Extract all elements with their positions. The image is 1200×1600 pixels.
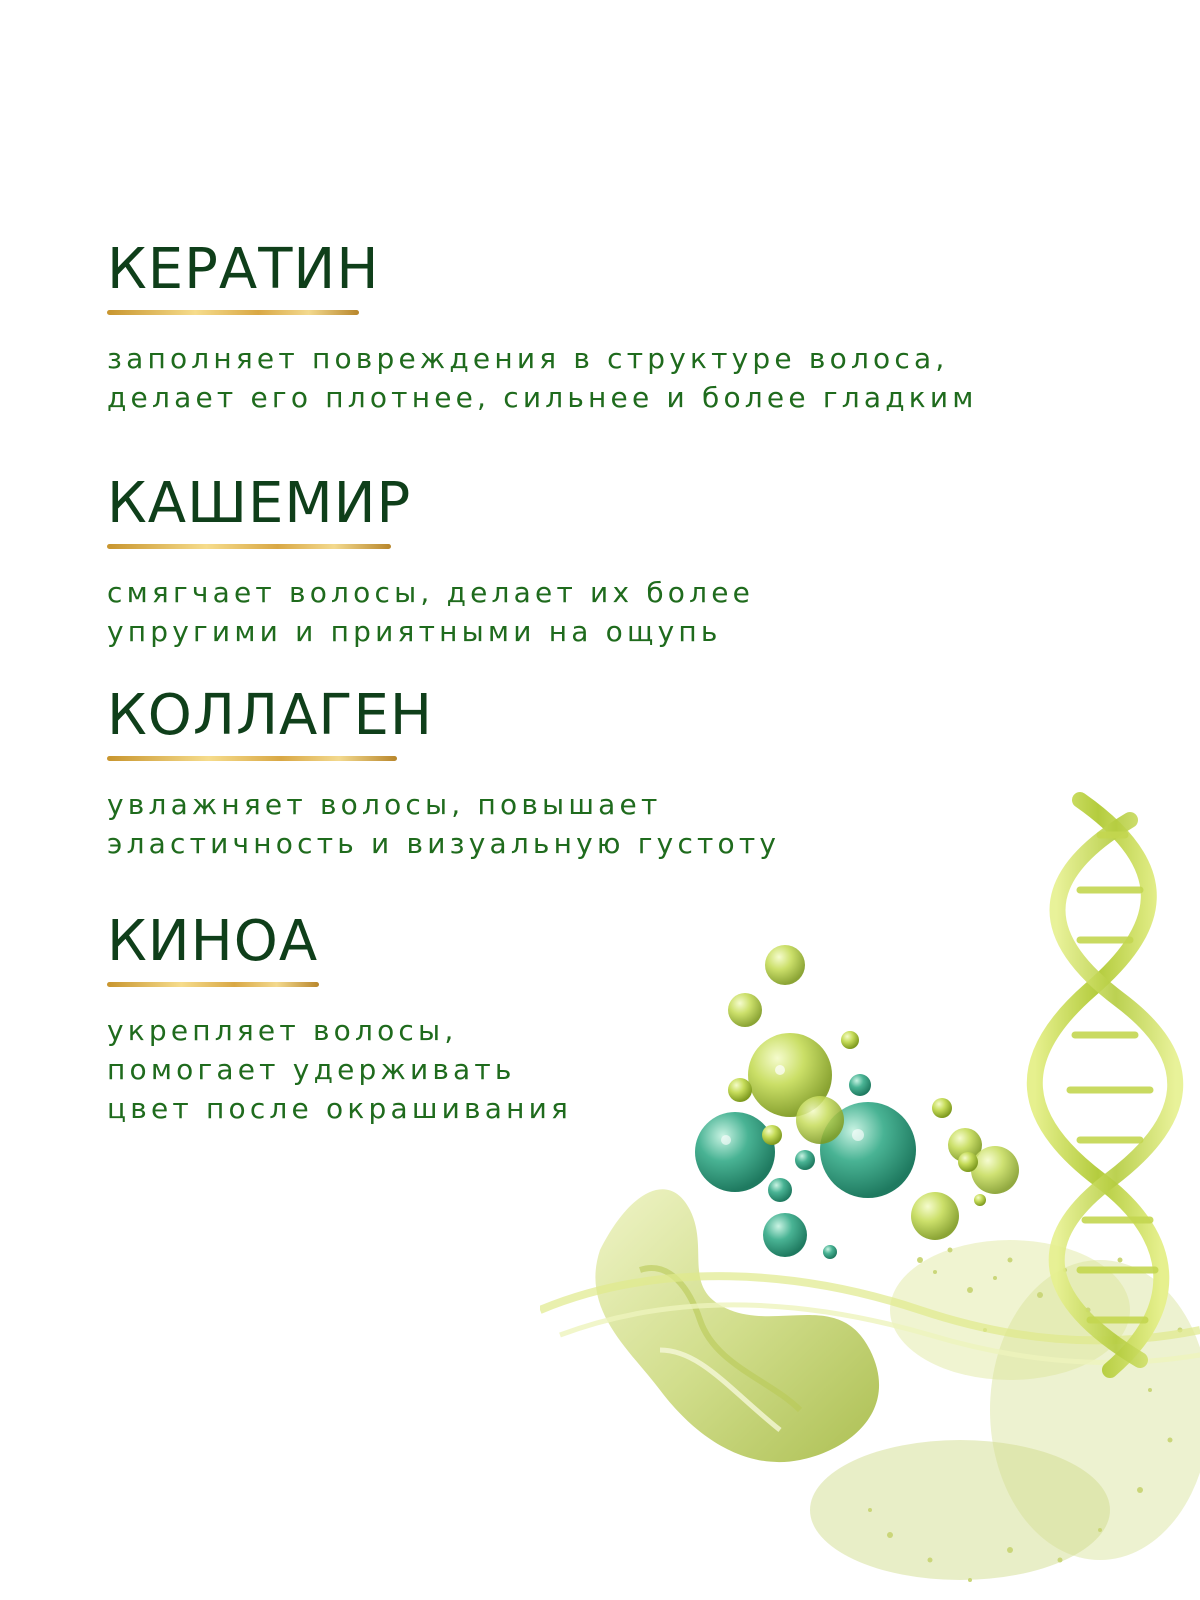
description-line: делает его плотнее, сильнее и более гладким [107, 381, 978, 414]
gold-underline [107, 756, 397, 761]
ingredient-cashmere [107, 472, 754, 651]
description-line: цвет после окрашивания [107, 1092, 573, 1125]
description-line: укрепляет волосы, [107, 1014, 458, 1047]
ingredient-title: КЕРАТИН [107, 237, 380, 302]
description-line: увлажняет волосы, повышает [107, 788, 662, 821]
description-line: эластичность и визуальную густоту [107, 827, 781, 860]
description-line: упругими и приятными на ощупь [107, 615, 722, 648]
description-line: помогает удерживать [107, 1053, 516, 1086]
gold-underline [107, 544, 391, 549]
ingredient-description [107, 573, 754, 651]
ingredient-quinoa [107, 910, 572, 1128]
ingredient-title: КИНОА [107, 909, 319, 974]
ingredient-keratin [107, 238, 978, 417]
ingredients-illustration [540, 790, 1200, 1600]
ingredient-title: КОЛЛАГЕН [107, 683, 434, 748]
ingredient-description [107, 339, 978, 417]
gold-underline [107, 310, 359, 315]
ingredient-description [107, 1011, 572, 1128]
gold-underline [107, 982, 319, 987]
description-line: смягчает волосы, делает их более [107, 576, 755, 609]
description-line: заполняет повреждения в структуре волоса, [107, 342, 949, 375]
molecule-bubbles-icon [695, 945, 1019, 1259]
ingredient-title: КАШЕМИР [107, 471, 412, 536]
